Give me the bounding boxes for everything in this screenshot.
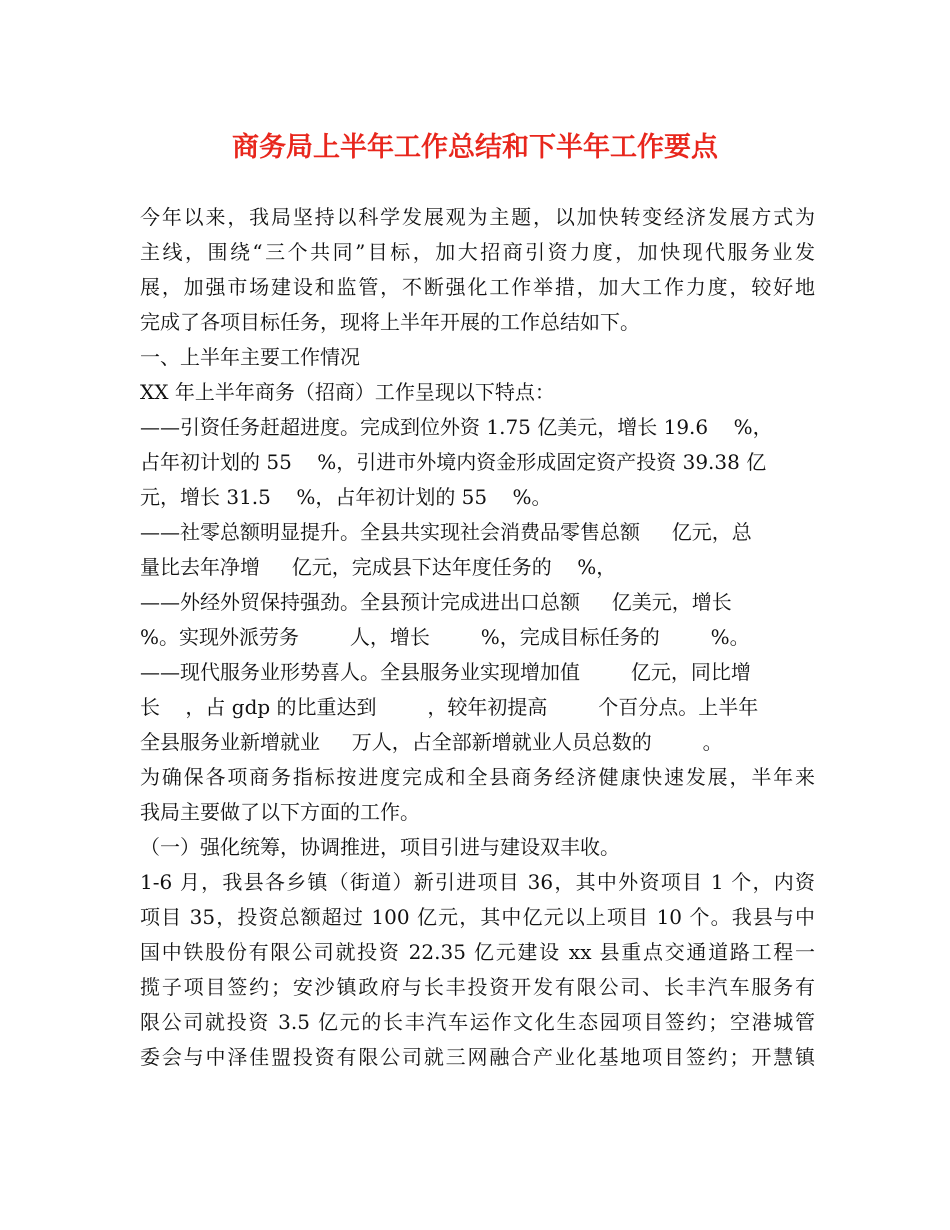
body-line-21: 项目 35，投资总额超过 100 亿元，其中亿元以上项目 10 个。我县与中 <box>140 905 815 929</box>
subsection-heading-1: （一）强化统筹，协调推进，项目引进与建设双丰收。 <box>140 835 620 859</box>
body-line-1: 今年以来，我局坚持以科学发展观为主题，以加快转变经济发展方式为 <box>140 205 815 229</box>
body-line-14: ——现代服务业形势喜人。全县服务业实现增加值 亿元，同比增 <box>140 660 751 684</box>
document-title: 商务局上半年工作总结和下半年工作要点 <box>232 132 718 163</box>
body-line-17: 为确保各项商务指标按进度完成和全县商务经济健康快速发展，半年来 <box>140 765 815 789</box>
body-line-9: 元，增长 31.5 %，占年初计划的 55 %。 <box>140 485 552 509</box>
body-line-15: 长 ，占 gdp 的比重达到 ，较年初提高 个百分点。上半年 <box>140 695 759 719</box>
body-line-13: %。实现外派劳务 人，增长 %，完成目标任务的 %。 <box>140 625 750 649</box>
body-line-22: 国中铁股份有限公司就投资 22.35 亿元建设 xx 县重点交通道路工程一 <box>140 940 815 964</box>
body-line-20: 1-6 月，我县各乡镇（街道）新引进项目 36，其中外资项目 1 个，内资 <box>140 870 815 894</box>
body-line-3: 展，加强市场建设和监管，不断强化工作举措，加大工作力度，较好地 <box>140 275 815 299</box>
body-line-16: 全县服务业新增就业 万人，占全部新增就业人员总数的 。 <box>140 730 723 754</box>
body-line-7: ——引资任务赶超进度。完成到位外资 1.75 亿美元，增长 19.6 %， <box>140 415 773 439</box>
section-heading-1: 一、上半年主要工作情况 <box>140 345 360 369</box>
body-line-25: 委会与中泽佳盟投资有限公司就三网融合产业化基地项目签约；开慧镇 <box>140 1045 815 1069</box>
body-line-2: 主线，围绕“三个共同”目标，加大招商引资力度，加快现代服务业发 <box>140 240 815 264</box>
document-body <box>140 200 815 1075</box>
body-line-4: 完成了各项目标任务，现将上半年开展的工作总结如下。 <box>140 310 640 334</box>
body-line-10: ——社零总额明显提升。全县共实现社会消费品零售总额 亿元，总 <box>140 520 752 544</box>
body-line-6: XX 年上半年商务（招商）工作呈现以下特点： <box>140 380 555 404</box>
body-line-18: 我局主要做了以下方面的工作。 <box>140 800 420 824</box>
body-line-24: 限公司就投资 3.5 亿元的长丰汽车运作文化生态园项目签约；空港城管 <box>140 1010 815 1034</box>
body-line-8: 占年初计划的 55 %，引进市外境内资金形成固定资产投资 39.38 亿 <box>140 450 767 474</box>
body-line-11: 量比去年净增 亿元，完成县下达年度任务的 %， <box>140 555 617 579</box>
body-line-12: ——外经外贸保持强劲。全县预计完成进出口总额 亿美元，增长 <box>140 590 732 614</box>
body-line-23: 揽子项目签约；安沙镇政府与长丰投资开发有限公司、长丰汽车服务有 <box>140 975 815 999</box>
